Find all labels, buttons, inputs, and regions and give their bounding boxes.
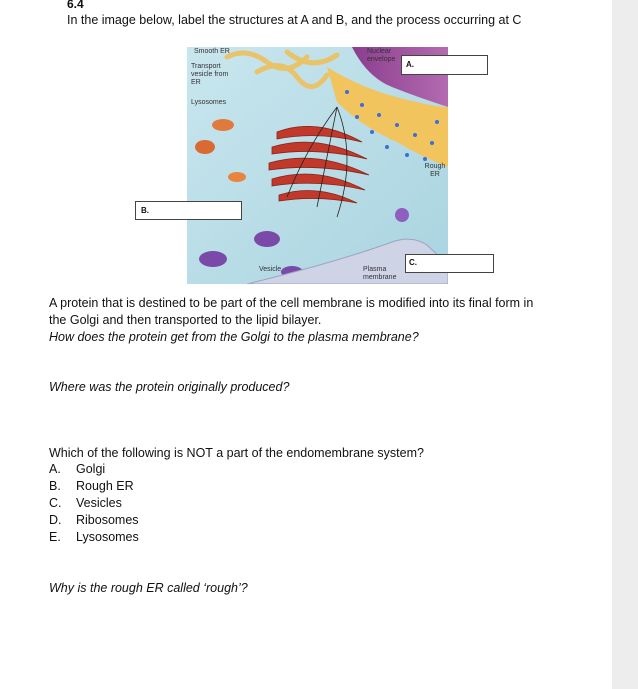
question-protein-origin: Where was the protein originally produced? [49,380,290,394]
mcq-option-text: Ribosomes [76,513,139,527]
answer-box-a-label: A. [406,60,414,69]
question-golgi-to-membrane: How does the protein get from the Golgi to the plasma membrane? [49,330,419,344]
mcq-option[interactable] [49,496,122,510]
label-smooth-er: Smooth ER [194,48,230,55]
mcq-option-letter: D. [49,513,62,527]
mcq-option-letter: A. [49,462,61,476]
mcq-option[interactable] [49,462,105,476]
label-plasma-membrane: Plasma membrane [363,266,397,281]
label-nuclear-envelope: Nuclear envelope [367,48,396,63]
label-vesicle: Vesicle [259,266,282,273]
mcq-option-text: Rough ER [76,479,134,493]
mcq-question: Which of the following is NOT a part of the endomembrane system? [49,446,424,460]
mcq-option-text: Golgi [76,462,106,476]
mcq-option[interactable] [49,479,134,493]
answer-box-a[interactable] [401,55,488,75]
endomembrane-figure [187,47,448,284]
mcq-option-text: Vesicles [76,496,122,510]
secretory-vesicle [395,208,409,222]
label-transport-vesicle: Transport vesicle from ER [191,63,229,86]
answer-box-c-label: C. [409,258,417,267]
context-line-2: the Golgi and then transported to the lipid bilayer. [49,313,322,327]
question-number: 6.4 [67,0,84,11]
mcq-option-letter: C. [49,496,62,510]
answer-box-b[interactable] [135,201,242,220]
mcq-option-letter: E. [49,530,61,544]
question-prompt: In the image below, label the structures at A and B, and the process occurring at C [67,13,522,27]
mcq-option-letter: B. [49,479,61,493]
mcq-option[interactable] [49,513,139,527]
mcq-option-text: Lysosomes [76,530,139,544]
question-rough-er: Why is the rough ER called ‘rough’? [49,581,248,595]
label-lysosomes: Lysosomes [191,99,227,106]
context-line-1: A protein that is destined to be part of the cell membrane is modified into its final form in [49,296,534,310]
mcq-option[interactable] [49,530,139,544]
label-rough-er: Rough ER [424,163,446,178]
answer-box-b-label: B. [141,206,149,215]
answer-box-c[interactable] [405,254,494,273]
